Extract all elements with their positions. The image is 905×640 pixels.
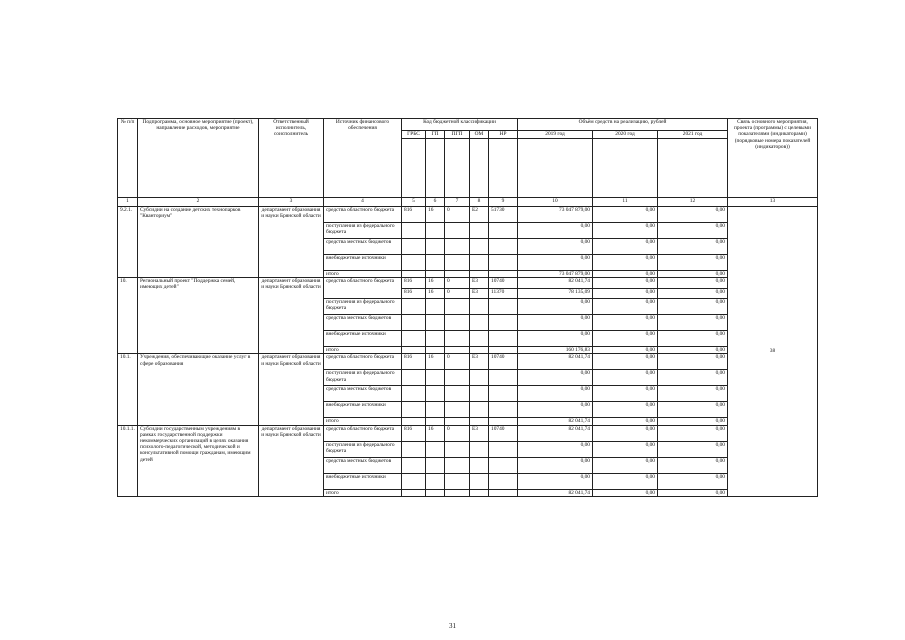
header-om: ОМ	[470, 131, 489, 139]
table-row: средства местных бюджетов 0,00 0,00 0,00	[118, 386, 818, 402]
total-row: итого 73 047 879,00 0,00 0,00	[118, 271, 818, 278]
header-source: Источник финансового обеспечения	[324, 119, 402, 198]
header-link: Связь основного мероприятия, проекта (программы) с целевыми показателями (индикаторами) (порядковые номера показателей (индикаторов))	[728, 119, 818, 198]
header-2020: 2020 год	[593, 131, 658, 139]
source-local: средства местных бюджетов	[324, 315, 402, 331]
total-row: итого 160 176,83 0,00 0,00	[118, 347, 818, 354]
indicator-link: 38	[728, 207, 818, 497]
source-total: итого	[324, 489, 402, 496]
table-row: поступления из федерального бюджета 0,00 0,00 0,00	[118, 299, 818, 315]
table-row: 10. Региональный проект "Поддержка семей, имеющих детей" департамент образования и науки Брянской области средства областного бюджета 816 16 0 E3 10740 82 041,74 0,00 0,00	[118, 278, 818, 289]
source-federal: поступления из федерального бюджета	[324, 441, 402, 457]
column-numbers-row: 1 2 3 4 5 6 7 8 9 10 11 12 13	[118, 198, 818, 207]
table-row: 9.2.1. Субсидии на создание детских технопарков "Кванториум" департамент образования и науки Брянской области средства областного бюджета 816 16 0 E2 51730 73 047 879,00 0,00 0,00 38	[118, 207, 818, 223]
source-extra: внебюджетные источники	[324, 331, 402, 347]
table-row: средства местных бюджетов 0,00 0,00 0,00	[118, 457, 818, 473]
source-regional: средства областного бюджета	[324, 278, 402, 299]
table-row: средства местных бюджетов 0,00 0,00 0,00	[118, 239, 818, 255]
row-number: 10.1.1.	[118, 425, 138, 496]
row-name: Субсидии на создание детских технопарков "Кванториум"	[138, 207, 259, 278]
source-extra: внебюджетные источники	[324, 473, 402, 489]
source-local: средства местных бюджетов	[324, 239, 402, 255]
row-executor: департамент образования и науки Брянской области	[259, 207, 324, 278]
source-regional: средства областного бюджета	[324, 425, 402, 441]
row-number: 9.2.1.	[118, 207, 138, 278]
row-executor: департамент образования и науки Брянской области	[259, 425, 324, 496]
table-row: 816 16 0 E3 11370 78 135,09 0,00 0,00	[118, 289, 818, 299]
row-number: 10.1.	[118, 354, 138, 425]
source-federal: поступления из федерального бюджета	[324, 223, 402, 239]
source-local: средства местных бюджетов	[324, 386, 402, 402]
header-gp: ГП	[426, 131, 445, 139]
header-program: Подпрограмма, основное мероприятие (проект), направление расходов, мероприятие	[138, 119, 259, 198]
table-row: внебюджетные источники 0,00 0,00 0,00	[118, 402, 818, 418]
source-federal: поступления из федерального бюджета	[324, 370, 402, 386]
row-executor: департамент образования и науки Брянской области	[259, 278, 324, 354]
table-row: 10.1.1. Субсидии государственным учреждениям в рамках государственной поддержки некоммерческих организаций в целях оказания психолого-педагогической, методической и консультативной помощи гражданам, имеющим детей департамент образования и науки Брянской области средства областного бюджета 816 16 0 E3 10740 82 041,74 0,00 0,00	[118, 425, 818, 441]
table-row: внебюджетные источники 0,00 0,00 0,00	[118, 255, 818, 271]
source-regional: средства областного бюджета	[324, 207, 402, 223]
source-federal: поступления из федерального бюджета	[324, 299, 402, 315]
header-num: № п/п	[118, 119, 138, 198]
row-name: Региональный проект "Поддержка семей, имеющих детей"	[138, 278, 259, 354]
total-row: итого 82 041,74 0,00 0,00	[118, 418, 818, 425]
budget-table-sheet	[117, 118, 818, 497]
source-regional: средства областного бюджета	[324, 354, 402, 370]
header-volume: Объём средств на реализацию, рублей	[518, 119, 728, 131]
header-nr: НР	[489, 131, 518, 139]
table-row: поступления из федерального бюджета 0,00 0,00 0,00	[118, 370, 818, 386]
table-row: внебюджетные источники 0,00 0,00 0,00	[118, 331, 818, 347]
header-2021: 2021 год	[658, 131, 728, 139]
header-pgp: ПГП	[445, 131, 470, 139]
table-row: поступления из федерального бюджета 0,00 0,00 0,00	[118, 223, 818, 239]
source-local: средства местных бюджетов	[324, 457, 402, 473]
budget-table	[117, 118, 818, 497]
header-2019: 2019 год	[518, 131, 593, 139]
page-number: 31	[449, 622, 456, 630]
table-row: 10.1. Учреждения, обеспечивающие оказание услуг в сфере образования департамент образования и науки Брянской области средства областного бюджета 816 16 0 E3 10740 82 041,74 0,00 0,00	[118, 354, 818, 370]
header-executor: Ответственный исполнитель, соисполнитель	[259, 119, 324, 198]
source-total: итого	[324, 418, 402, 425]
header-grbs: ГРБС	[402, 131, 426, 139]
source-total: итого	[324, 347, 402, 354]
table-row: поступления из федерального бюджета 0,00 0,00 0,00	[118, 441, 818, 457]
row-number: 10.	[118, 278, 138, 354]
row-executor: департамент образования и науки Брянской области	[259, 354, 324, 425]
table-row: внебюджетные источники 0,00 0,00 0,00	[118, 473, 818, 489]
table-row: средства местных бюджетов 0,00 0,00 0,00	[118, 315, 818, 331]
header-kbk: Код бюджетной классификации	[402, 119, 518, 131]
source-extra: внебюджетные источники	[324, 255, 402, 271]
source-extra: внебюджетные источники	[324, 402, 402, 418]
row-name: Учреждения, обеспечивающие оказание услуг в сфере образования	[138, 354, 259, 425]
total-row: итого 82 041,74 0,00 0,00	[118, 489, 818, 496]
row-name: Субсидии государственным учреждениям в рамках государственной поддержки некоммерческих организаций в целях оказания психолого-педагогической, методической и консультативной помощи гражданам, имеющим детей	[138, 425, 259, 496]
source-total: итого	[324, 271, 402, 278]
